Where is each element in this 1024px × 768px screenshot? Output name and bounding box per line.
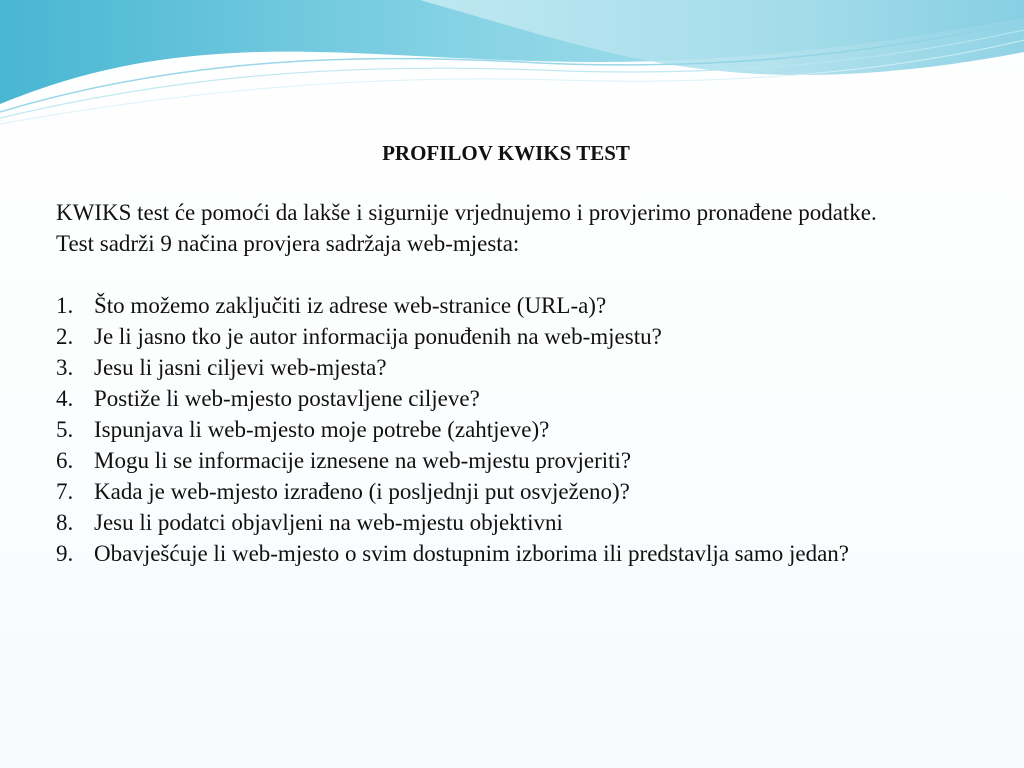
list-item <box>56 321 956 352</box>
list-item-text: Kada je web-mjesto izrađeno (i posljednji put osvježeno)? <box>94 479 630 504</box>
list-item <box>56 414 956 445</box>
list-item-number: 9. <box>56 541 74 566</box>
list-item-number: 5. <box>56 417 74 442</box>
slide-content <box>56 138 956 569</box>
list-item-text: Postiže li web-mjesto postavljene ciljeve? <box>94 386 480 411</box>
list-item-number: 1. <box>56 293 74 318</box>
list-item-text: Jesu li jasni ciljevi web-mjesta? <box>94 355 387 380</box>
question-list <box>56 290 956 569</box>
list-item-number: 7. <box>56 479 74 504</box>
list-item-text: Mogu li se informacije iznesene na web-mjestu provjeriti? <box>94 448 632 473</box>
list-item-number: 2. <box>56 324 74 349</box>
list-item <box>56 352 956 383</box>
list-item-text: Obavješćuje li web-mjesto o svim dostupnim izborima ili predstavlja samo jedan? <box>94 541 850 566</box>
list-item <box>56 290 956 321</box>
list-item <box>56 476 956 507</box>
list-item <box>56 538 956 569</box>
list-item <box>56 383 956 414</box>
list-item-text: Što možemo zaključiti iz adrese web-stranice (URL-a)? <box>94 293 607 318</box>
list-item <box>56 445 956 476</box>
list-item-number: 3. <box>56 355 74 380</box>
list-item-text: Je li jasno tko je autor informacija ponuđenih na web-mjestu? <box>94 324 662 349</box>
paragraph-spacer <box>56 259 956 290</box>
intro-paragraph: KWIKS test će pomoći da lakše i sigurnije vrjednujemo i provjerimo pronađene podatke. <box>56 200 877 225</box>
list-item-number: 8. <box>56 510 74 535</box>
list-item <box>56 507 956 538</box>
header-wave-decoration <box>0 0 1024 130</box>
list-item-number: 4. <box>56 386 74 411</box>
slide-title-text: PROFILOV KWIKS TEST <box>382 141 630 165</box>
intro-list-lead: Test sadrži 9 načina provjera sadržaja web-mjesta: <box>56 231 520 256</box>
slide-title <box>56 138 956 169</box>
list-item-number: 6. <box>56 448 74 473</box>
list-item-text: Jesu li podatci objavljeni na web-mjestu objektivni <box>94 510 563 535</box>
list-item-text: Ispunjava li web-mjesto moje potrebe (zahtjeve)? <box>94 417 550 442</box>
